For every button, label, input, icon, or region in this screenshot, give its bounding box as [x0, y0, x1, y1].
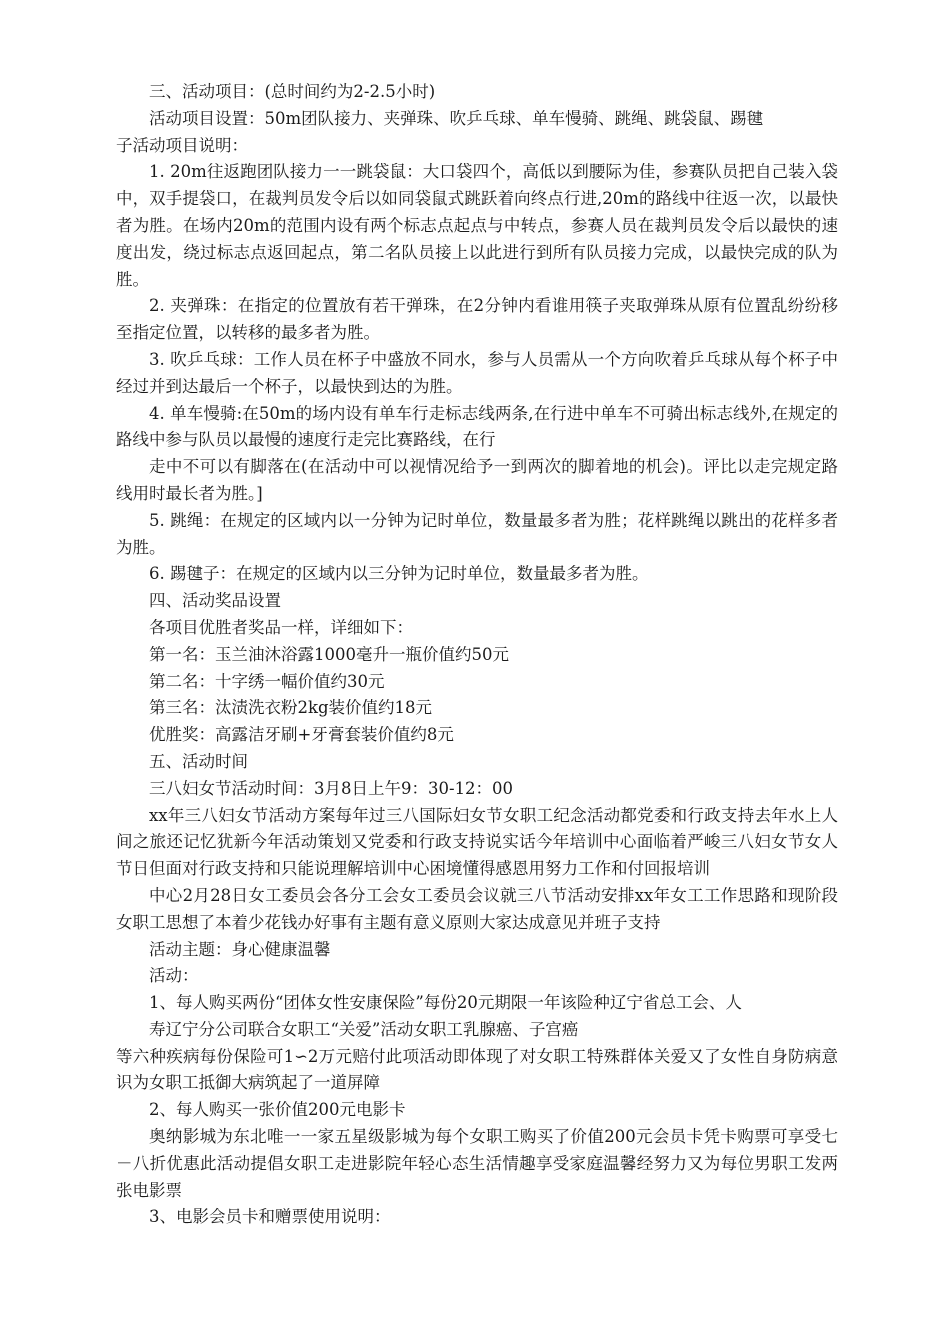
plan-meeting-paragraph: 中心2月28日女工委员会各分工会女工委员会议就三八节活动安排xx年女工工作思路和现阶段女职工思想了本着少花钱办好事有主题有意义原则大家达成意见并班子支持	[116, 885, 838, 932]
document-body	[116, 79, 838, 1231]
prize-first: 第一名：玉兰油沐浴露1000毫升一瓶价值约50元	[149, 644, 509, 664]
plan-overview-paragraph: xx年三八妇女节活动方案每年过三八国际妇女节女职工纪念活动都党委和行政支持去年水上人间之旅还记忆犹新今年活动策划又党委和行政支持说实话今年培训中心面临着严峻三八妇女节女人节日但面对行政支持和只能说理解培训中心困境懂得感恩用努力工作和付回报培训	[116, 805, 838, 879]
prize-second: 第二名：十字绣一幅价值约30元	[149, 671, 385, 691]
activity-1-insurance-details: 等六种疾病每份保险可1∽2万元赔付此项活动即体现了对女职工特殊群体关爱又了女性自身防病意识为女职工抵御大病筑起了一道屏障	[116, 1046, 838, 1093]
item-6-shuttlecock: 6. 踢毽子：在规定的区域内以三分钟为记时单位，数量最多者为胜。	[149, 564, 649, 584]
activity-3-card-usage-heading: 3、电影会员卡和赠票使用说明：	[149, 1207, 391, 1227]
item-4-slow-cycling: 4. 单车慢骑:在50m的场内设有单车行走标志线两条,在行进中单车不可骑出标志线外,在规定的路线中参与队员以最慢的速度行走完比赛路线，在行	[116, 403, 838, 450]
prizes-intro: 各项目优胜者奖品一样，详细如下：	[149, 617, 413, 637]
item-5-jump-rope: 5. 跳绳：在规定的区域内以一分钟为记时单位，数量最多者为胜；花样跳绳以跳出的花样多者为胜。	[116, 510, 838, 557]
item-1-kangaroo-relay: 1. 20m往返跑团队接力一一跳袋鼠：大口袋四个，高低以到腰际为佳，参赛队员把自己装入袋中，双手提袋口，在裁判员发令后以如同袋鼠式跳跃着向终点行进,20m的路线中往返一次，以最快者为胜。在场内20m的范围内设有两个标志点起点与中转点，参赛人员在裁判员发令后以最快的速度出发，绕过标志点返回起点，第二名队员接上以此进行到所有队员接力完成，以最快完成的队为胜。	[116, 162, 838, 289]
activity-time: 三八妇女节活动时间：3月8日上午9：30-12：00	[149, 778, 514, 798]
item-2-marbles: 2. 夹弹珠：在指定的位置放有若干弹珠，在2分钟内看谁用筷子夹取弹珠从原有位置乱纷纷移至指定位置，以转移的最多者为胜。	[116, 296, 838, 343]
section-heading-prizes: 四、活动奖品设置	[149, 591, 281, 611]
activity-2-movie-card: 2、每人购买一张价值200元电影卡	[149, 1100, 406, 1120]
activity-description-label: 子活动项目说明：	[116, 135, 248, 155]
activity-settings-line: 活动项目设置：50m团队接力、夹弹珠、吹乒乓球、单车慢骑、跳绳、跳袋鼠、踢毽	[149, 108, 764, 128]
activity-1-insurance: 1、每人购买两份“团体女性安康保险”每份20元期限一年该险种辽宁省总工会、人	[149, 993, 742, 1013]
activity-2-movie-card-details: 奥纳影城为东北唯一一家五星级影城为每个女职工购买了价值200元会员卡凭卡购票可享受七－八折优惠此活动提倡女职工走进影院年轻心态生活情趣享受家庭温馨经努力又为每位男职工发两张电影票	[116, 1127, 838, 1200]
prize-merit: 优胜奖：高露洁牙刷+牙膏套装价值约8元	[149, 725, 454, 745]
activity-theme: 活动主题：身心健康温馨	[149, 939, 331, 959]
item-4-slow-cycling-continued: 走中不可以有脚落在(在活动中可以视情况给予一到两次的脚着地的机会)。评比以走完规定路线用时最长者为胜。]	[116, 457, 838, 503]
item-3-ping-pong: 3. 吹乒乓球：工作人员在杯子中盛放不同水，参与人员需从一个方向吹着乒乓球从每个杯子中经过并到达最后一个杯子，以最快到达的为胜。	[116, 349, 838, 396]
section-heading-time: 五、活动时间	[149, 751, 248, 771]
section-heading-activity-items: 三、活动项目：(总时间约为2-2.5小时)	[149, 82, 436, 101]
prize-third: 第三名：汰渍洗衣粉2kg装价值约18元	[149, 698, 433, 718]
activities-label: 活动：	[149, 966, 199, 986]
activity-1-insurance-continued: 寿辽宁分公司联合女职工“关爱”活动女职工乳腺癌、子宫癌	[149, 1019, 579, 1039]
